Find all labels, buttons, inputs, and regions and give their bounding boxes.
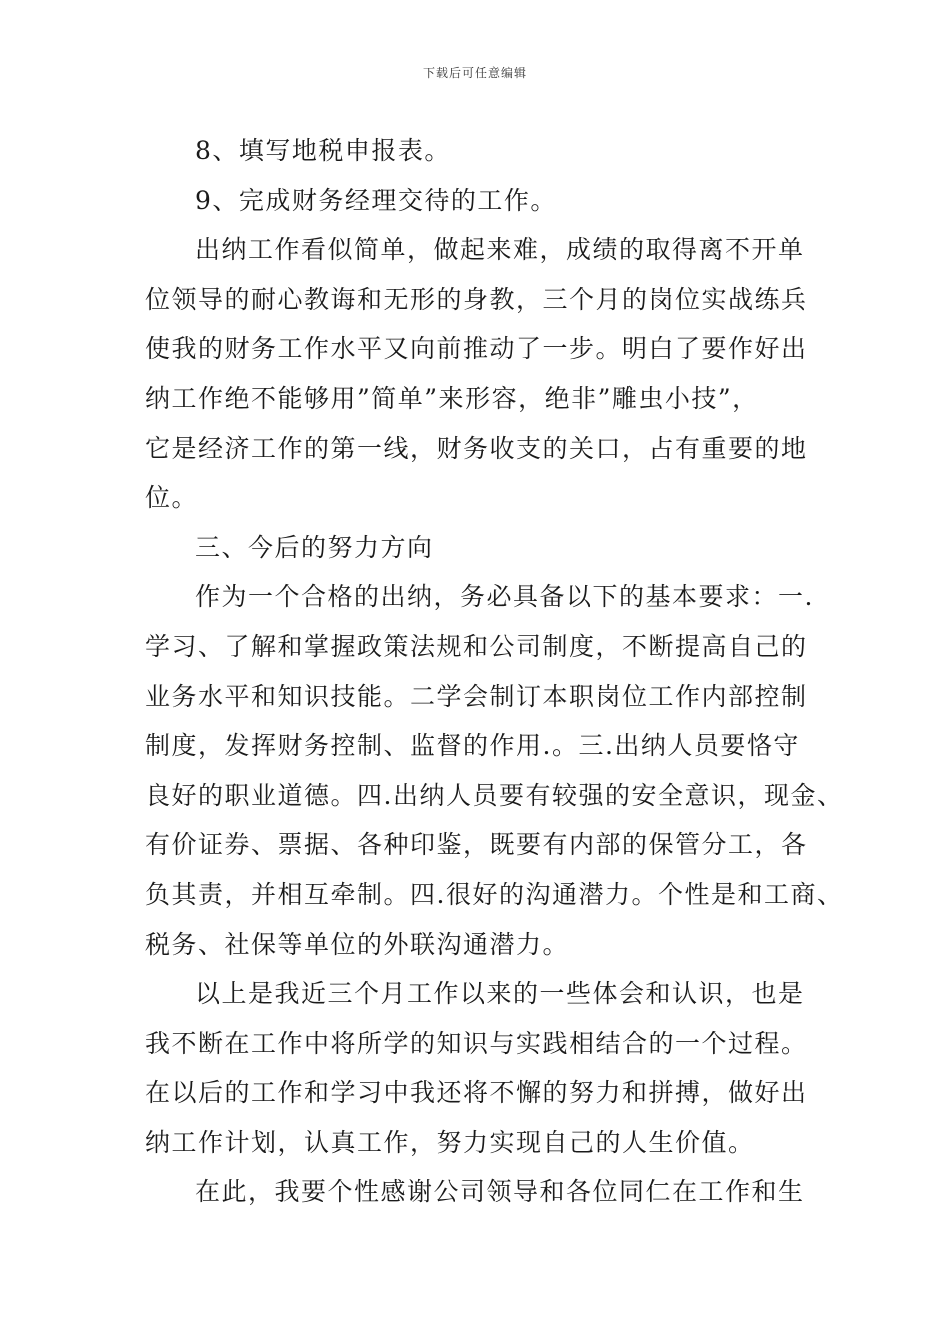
text-line: 制度，发挥财务控制、监督的作用.。三.出纳人员要恪守	[145, 731, 800, 761]
text-line: 使我的财务工作水平又向前推动了一步。明白了要作好出	[145, 334, 808, 364]
text-line: 作为一个合格的出纳，务必具备以下的基本要求：一.	[195, 582, 814, 612]
text-line: 业务水平和知识技能。二学会制订本职岗位工作内部控制	[145, 681, 808, 711]
text-line: 我不断在工作中将所学的知识与实践相结合的一个过程。	[145, 1028, 808, 1058]
text-line: 位。	[145, 483, 199, 513]
text-line: 三、今后的努力方向	[195, 532, 434, 562]
text-line: 出纳工作看似简单，做起来难，成绩的取得离不开单	[195, 235, 805, 265]
text-line: 在以后的工作和学习中我还将不懈的努力和拼搏，做好出	[145, 1078, 808, 1108]
text-line: 以上是我近三个月工作以来的一些体会和认识，也是	[195, 979, 805, 1009]
document-body	[145, 126, 844, 1217]
text-line: 纳工作绝不能够用”简单”来形容，绝非”雕虫小技”，	[145, 383, 759, 413]
page-header: 下载后可任意编辑	[422, 66, 527, 80]
text-line: 它是经济工作的第一线，财务收支的关口，占有重要的地	[145, 433, 808, 463]
text-line: 有价证券、票据、各种印鉴，既要有内部的保管分工，各	[145, 830, 808, 860]
text-line: 纳工作计划，认真工作，努力实现自己的人生价值。	[145, 1127, 755, 1157]
text-line: 9、完成财务经理交待的工作。	[195, 185, 557, 215]
text-line: 在此，我要个性感谢公司领导和各位同仁在工作和生	[195, 1177, 805, 1207]
text-line: 位领导的耐心教诲和无形的身教，三个月的岗位实战练兵	[145, 284, 808, 314]
text-line: 负其责，并相互牵制。四.很好的沟通潜力。个性是和工商、	[145, 879, 844, 909]
text-line: 8、填写地税申报表。	[195, 136, 451, 165]
text-line: 税务、社保等单位的外联沟通潜力。	[145, 929, 570, 959]
text-line: 良好的职业道德。四.出纳人员要有较强的安全意识，现金、	[145, 780, 844, 810]
text-line: 学习、了解和掌握政策法规和公司制度，不断提高自己的	[145, 631, 808, 661]
